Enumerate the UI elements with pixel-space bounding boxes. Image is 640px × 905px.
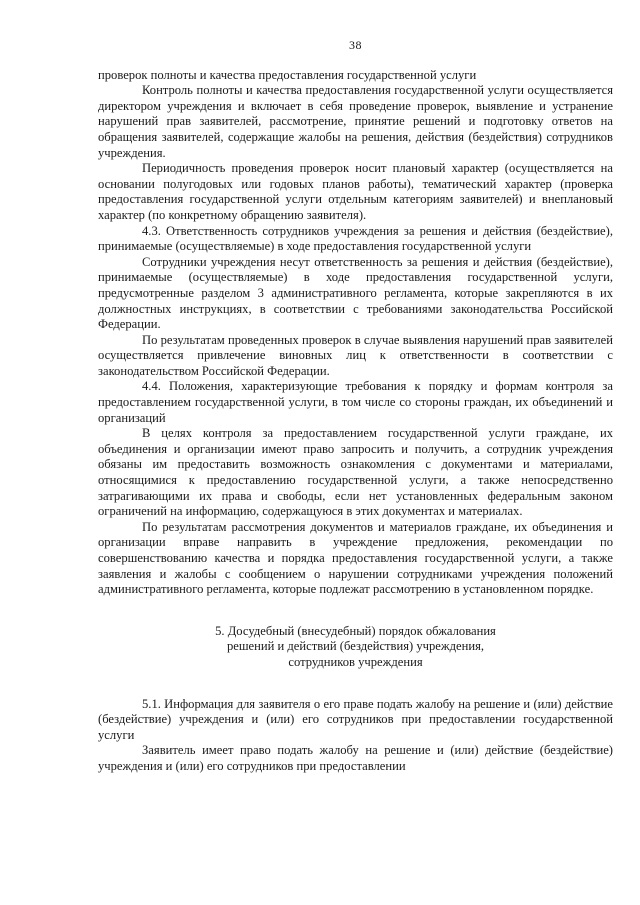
paragraph-responsibility: Сотрудники учреждения несут ответственность за решения и действия (бездействие), принимаемые (осуществляемые) в ходе предоставления государственной услуги, предусмотренные разделом 3 административного регламента, которые закрепляются в их должностных инструкциях, в соответствии с требованиями законодательства Российской Федерации. — [98, 254, 613, 332]
paragraph-control-director: Контроль полноты и качества предоставления государственной услуги осуществляется директором учреждения и включает в себя проведение проверок, выявление и устранение нарушений прав заявителей, рассмотрение, принятие решений и подготовку ответов на обращения заявителей, содержащие жалобы на решения, действия (бездействия) сотрудников учреждения. — [98, 83, 613, 160]
section-5-heading-line-3: сотрудников учреждения — [288, 654, 423, 669]
paragraph-periodicity: Периодичность проведения проверок носит плановый характер (осуществляется на основании полугодовых или годовых планов работы), тематический характер (проверка предоставления государственной услуги отдельным категориям заявителей) и внеплановый характер (по конкретному обращению заявителя). — [98, 161, 613, 222]
paragraph-inspection-results: По результатам проведенных проверок в случае выявления нарушений прав заявителей осуществляется привлечение виновных лиц к ответственности в соответствии с законодательством Российской Федерации. — [98, 332, 613, 378]
section-5-heading — [98, 624, 613, 671]
paragraph-proposals: По результатам рассмотрения документов и материалов граждане, их объединения и организации вправе направить в учреждение предложения, рекомендации по совершенствованию качества и порядка предоставления государственной услуги, а также заявления и жалобы с сообщением о нарушении сотрудниками учреждения положений административного регламента, которые подлежат рассмотрению в установленном порядке. — [98, 519, 613, 597]
document-page — [98, 38, 613, 775]
subsection-4-4-heading: 4.4. Положения, характеризующие требования к порядку и формам контроля за предоставлением государственной услуги, в том числе со стороны граждан, их объединений и организаций — [98, 379, 613, 425]
subsection-5-1-heading: 5.1. Информация для заявителя о его праве подать жалобу на решение и (или) действие (бездействие) учреждения и (или) его сотрудников при предоставлении государственной услуги — [98, 696, 613, 742]
paragraph-continuation: проверок полноты и качества предоставления государственной услуги — [98, 67, 477, 82]
paragraph-complaint-right: Заявитель имеет право подать жалобу на решение и (или) действие (бездействие) учреждения и (или) его сотрудников при предоставлении — [98, 743, 613, 773]
section-5-heading-line-2: решений и действий (бездействия) учреждения, — [226, 639, 485, 654]
subsection-4-3-heading: 4.3. Ответственность сотрудников учреждения за решения и действия (бездействие), принимаемые (осуществляемые) в ходе предоставления государственной услуги — [98, 223, 613, 254]
section-5-heading-line-1: 5. Досудебный (внесудебный) порядок обжалования — [215, 623, 496, 638]
paragraph-citizen-control: В целях контроля за предоставлением государственной услуги граждане, их объединения и организации имеют право запросить и получить, а сотрудник учреждения обязаны им предоставить возможность ознакомления с документами и материалами, относящимися к предоставлению государственной услуги, а также непосредственно затрагивающими их права и свободы, если нет установленных федеральным законом ограничений на информацию, содержащуюся в этих документах и материалах. — [98, 426, 613, 519]
page-number: 38 — [349, 38, 362, 52]
